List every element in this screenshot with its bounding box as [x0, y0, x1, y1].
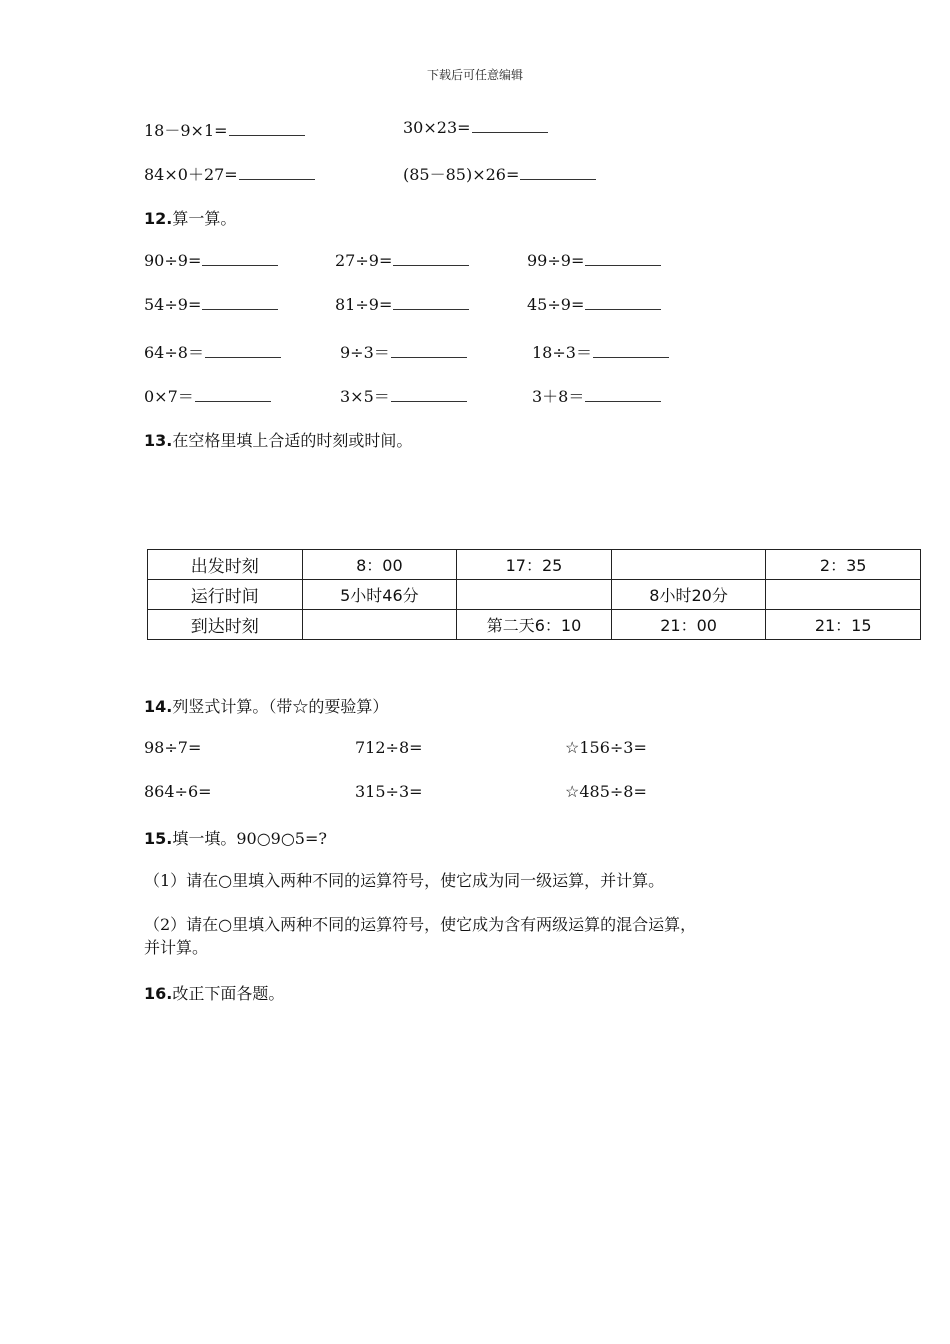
- table-cell: 21：15: [766, 610, 921, 640]
- answer-blank[interactable]: [393, 308, 469, 310]
- problem-item: [340, 340, 467, 363]
- problem-item: [144, 251, 278, 270]
- answer-blank[interactable]: [391, 356, 467, 358]
- table-cell: 第二天6：10: [457, 610, 612, 640]
- table-cell-blank[interactable]: [766, 580, 921, 610]
- table-row: [148, 610, 921, 640]
- question-number: 15.: [144, 829, 173, 848]
- problem-item: [403, 162, 596, 185]
- problem-item: [144, 295, 278, 314]
- problem-item: [144, 118, 305, 141]
- answer-blank[interactable]: [239, 178, 315, 180]
- table-cell: 17：25: [457, 550, 612, 580]
- table-cell-blank[interactable]: [302, 610, 457, 640]
- problem-item: [403, 118, 548, 137]
- table-cell: 8：00: [302, 550, 457, 580]
- problem-item: [532, 384, 661, 407]
- expression: 30×23=: [403, 118, 471, 137]
- problem-item: [527, 251, 661, 270]
- problem-item: [144, 162, 315, 185]
- expression: 84×0＋27=: [144, 165, 238, 184]
- question-title: 列竖式计算。（带☆的要验算）: [172, 697, 389, 716]
- answer-blank[interactable]: [472, 131, 548, 133]
- answer-blank[interactable]: [393, 264, 469, 266]
- question-15-part-2-cont: 并计算。: [144, 938, 209, 957]
- table-row: [148, 580, 921, 610]
- table-cell-blank[interactable]: [611, 550, 766, 580]
- problem-item: [144, 340, 281, 363]
- table-cell-blank[interactable]: [457, 580, 612, 610]
- problem-item: 864÷6=: [144, 782, 212, 801]
- expression: 81÷9=: [335, 295, 393, 314]
- table-cell: 2：35: [766, 550, 921, 580]
- problem-item: [340, 384, 467, 407]
- row-header: 出发时刻: [148, 550, 303, 580]
- time-table: [147, 549, 921, 640]
- answer-blank[interactable]: [520, 178, 596, 180]
- expression: (85－85)×26=: [403, 165, 520, 184]
- question-number: 12.: [144, 209, 173, 228]
- question-15-heading: [144, 826, 327, 849]
- expression: 3×5＝: [340, 387, 390, 406]
- question-title: 填一填。90○9○5=?: [172, 829, 327, 848]
- problem-item: 98÷7=: [144, 738, 202, 757]
- question-title: 改正下面各题。: [172, 984, 285, 1003]
- answer-blank[interactable]: [195, 400, 271, 402]
- problem-item: [527, 295, 661, 314]
- question-13-heading: [144, 428, 412, 451]
- answer-blank[interactable]: [202, 308, 278, 310]
- problem-item: ☆156÷3=: [565, 738, 647, 757]
- answer-blank[interactable]: [229, 134, 305, 136]
- question-15-part-1: （1）请在○里填入两种不同的运算符号，使它成为同一级运算，并计算。: [144, 871, 665, 890]
- expression: 3＋8＝: [532, 387, 585, 406]
- expression: 9÷3＝: [340, 343, 390, 362]
- question-15-part-2: （2）请在○里填入两种不同的运算符号，使它成为含有两级运算的混合运算，: [144, 915, 697, 934]
- expression: 45÷9=: [527, 295, 585, 314]
- answer-blank[interactable]: [585, 400, 661, 402]
- answer-blank[interactable]: [585, 308, 661, 310]
- problem-item: [335, 251, 469, 270]
- question-16-heading: [144, 981, 284, 1004]
- problem-item: 315÷3=: [355, 782, 423, 801]
- question-number: 13.: [144, 431, 173, 450]
- answer-blank[interactable]: [202, 264, 278, 266]
- expression: 18－9×1=: [144, 121, 228, 140]
- problem-item: 712÷8=: [355, 738, 423, 757]
- expression: 90÷9=: [144, 251, 202, 270]
- question-number: 16.: [144, 984, 173, 1003]
- expression: 54÷9=: [144, 295, 202, 314]
- answer-blank[interactable]: [205, 356, 281, 358]
- table-row: [148, 550, 921, 580]
- row-header: 运行时间: [148, 580, 303, 610]
- page-header: 下载后可任意编辑: [426, 68, 523, 82]
- question-14-heading: [144, 694, 388, 717]
- question-12-heading: [144, 206, 236, 229]
- question-number: 14.: [144, 697, 173, 716]
- problem-item: [335, 295, 469, 314]
- question-title: 在空格里填上合适的时刻或时间。: [172, 431, 413, 450]
- problem-item: [532, 340, 669, 363]
- answer-blank[interactable]: [593, 356, 669, 358]
- expression: 18÷3＝: [532, 343, 592, 362]
- expression: 0×7＝: [144, 387, 194, 406]
- problem-item: ☆485÷8=: [565, 782, 647, 801]
- problem-item: [144, 384, 271, 407]
- table-cell: 5小时46分: [302, 580, 457, 610]
- expression: 27÷9=: [335, 251, 393, 270]
- table-cell: 21：00: [611, 610, 766, 640]
- row-header: 到达时刻: [148, 610, 303, 640]
- expression: 64÷8＝: [144, 343, 204, 362]
- expression: 99÷9=: [527, 251, 585, 270]
- question-title: 算一算。: [172, 209, 237, 228]
- answer-blank[interactable]: [585, 264, 661, 266]
- answer-blank[interactable]: [391, 400, 467, 402]
- table-cell: 8小时20分: [611, 580, 766, 610]
